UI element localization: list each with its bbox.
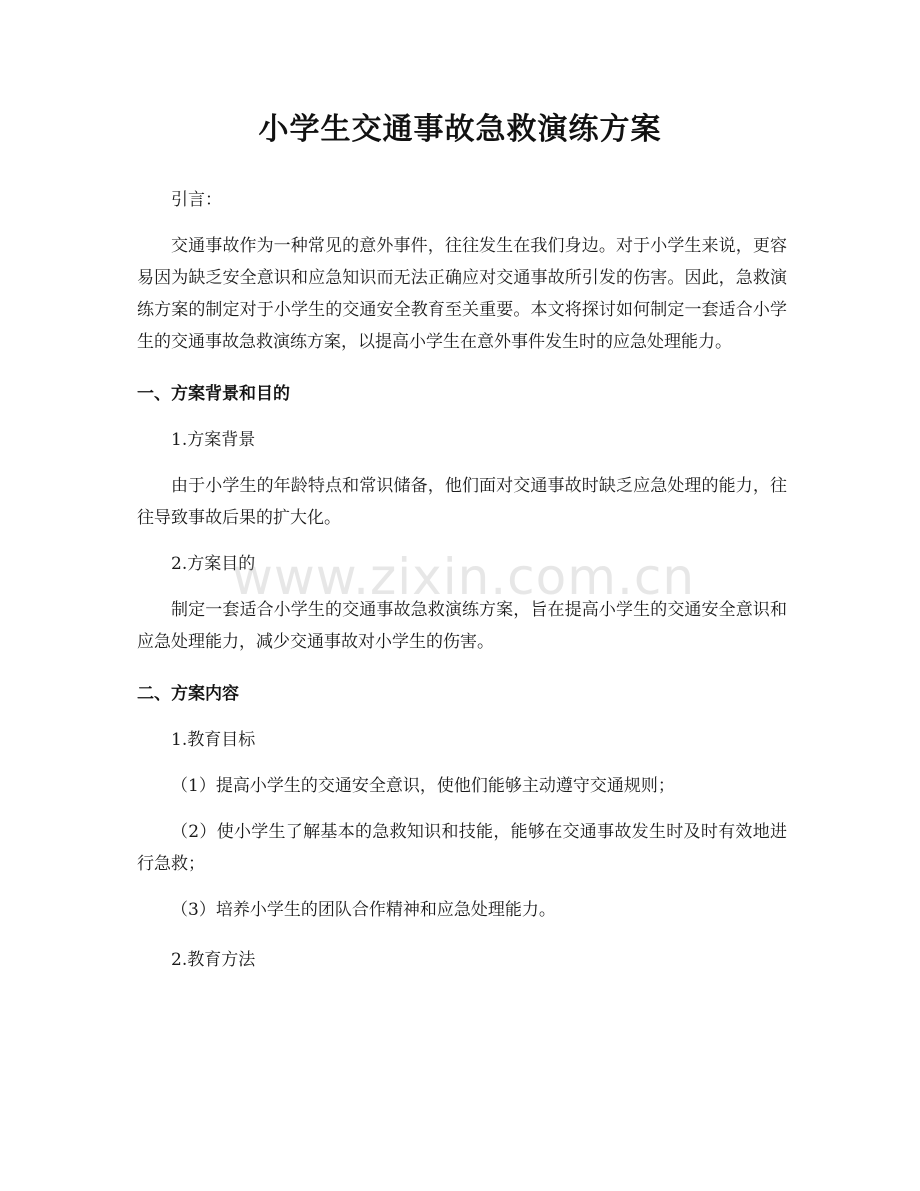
list-item: （3）培养小学生的团队合作精神和应急处理能力。: [171, 900, 556, 920]
document-body: [137, 184, 787, 976]
section2-heading: 二、方案内容: [137, 684, 239, 704]
document-title: 小学生交通事故急救演练方案: [258, 112, 662, 147]
list-item: （1）提高小学生的交通安全意识，使他们能够主动遵守交通规则；: [171, 776, 675, 796]
intro-label: 引言：: [171, 190, 222, 210]
watermark: www.zixin.com.cn: [232, 548, 696, 606]
section2-sub2-label: 2.教育方法: [171, 950, 256, 970]
section1-sub1-paragraph: 由于小学生的年龄特点和常识储备，他们面对交通事故时缺乏应急处理的能力，往往导致事故后果的扩大化。: [137, 476, 787, 528]
section1-sub2-label: 2.方案目的: [171, 554, 256, 574]
intro-paragraph: 交通事故作为一种常见的意外事件，往往发生在我们身边。对于小学生来说，更容易因为缺乏安全意识和应急知识而无法正确应对交通事故所引发的伤害。因此，急救演练方案的制定对于小学生的交通安全教育至关重要。本文将探讨如何制定一套适合小学生的交通事故急救演练方案，以提高小学生在意外事件发生时的应急处理能力。: [137, 236, 787, 352]
section1-heading: 一、方案背景和目的: [137, 384, 290, 404]
section2-sub1-label: 1.教育目标: [171, 730, 256, 750]
section1-sub1-label: 1.方案背景: [171, 430, 256, 450]
list-item: （2）使小学生了解基本的急救知识和技能，能够在交通事故发生时及时有效地进行急救；: [137, 822, 787, 874]
section1-sub2-paragraph: 制定一套适合小学生的交通事故急救演练方案，旨在提高小学生的交通安全意识和应急处理能力，减少交通事故对小学生的伤害。: [137, 600, 787, 652]
